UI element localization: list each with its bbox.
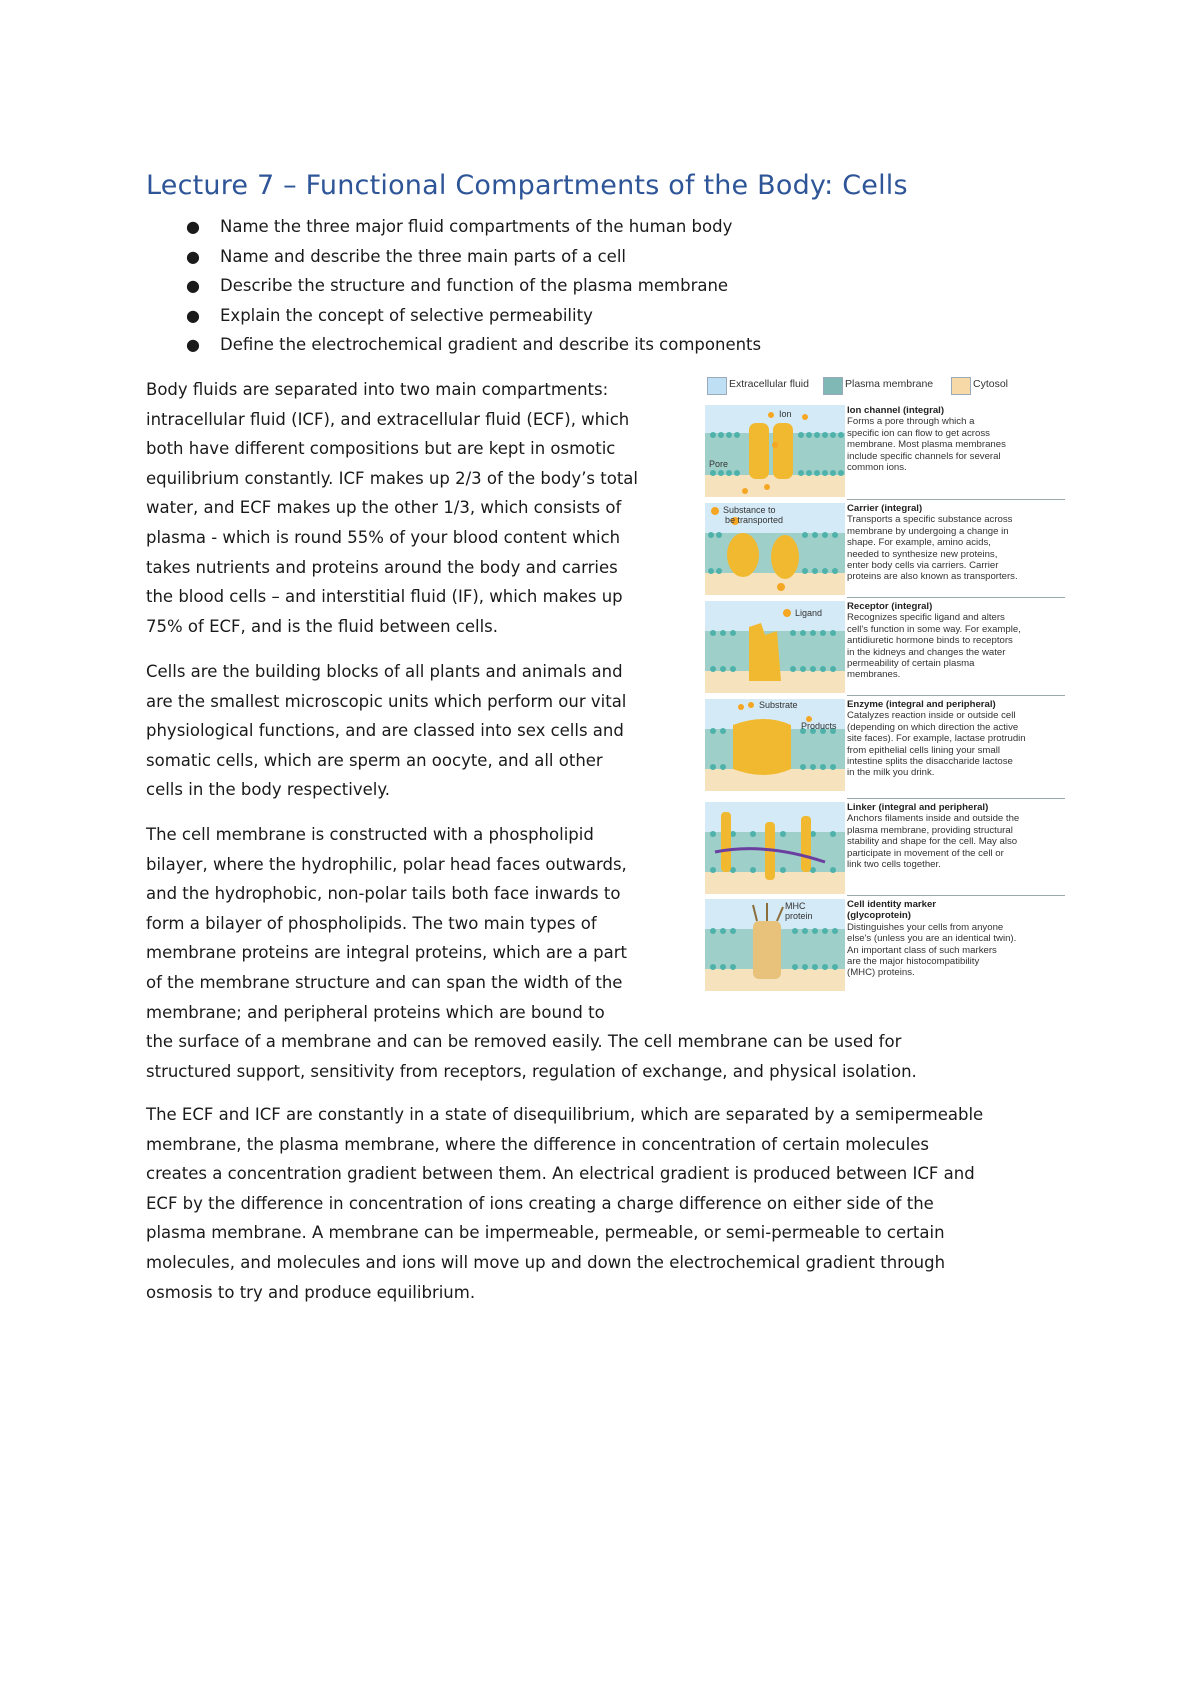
panel-description: Carrier (integral) Transports a specific substance across membrane by undergoing a change in shape. For example, amino acids, needed to synthesize new proteins, enter body cells via carriers. Carrier proteins are also known as transporters. [847, 503, 1018, 583]
paragraph-gradient: The ECF and ICF are constantly in a state of disequilibrium, which are separated by a semipermeable membrane, the plasma membrane, where the difference in concentration of certain molecules creates a concentration gradient between them. An electrical gradient is produced between ICF and ECF by the difference in concentration of ions creating a charge difference on either side of the plasma membrane. A membrane can be impermeable, permeable, or semi-permeable to certain molecules, and molecules and ions will move up and down the electrochemical gradient through osmosis to try and produce equilibrium. [146, 1105, 984, 1302]
panel-label: Products [801, 721, 837, 731]
panel-label: protein [785, 911, 813, 921]
panel-description: Cell identity marker (glycoprotein) Distinguishes your cells from anyone else's (unless you are an identical twin). An important class of such markers are the major histocompatibility (MHC) proteins. [847, 899, 1017, 979]
panel-description: Receptor (integral) Recognizes specific ligand and alters cell's function in some way. For example, antidiuretic hormone binds to receptors in the kidneys and changes the water permeability of certain plasma membranes. [847, 601, 1021, 681]
panel-description: Linker (integral and peripheral) Anchors filaments inside and outside the plasma membrane, providing structural stability and shape for the cell. May also participate in movement of the cell or link two cells together. [847, 802, 1020, 871]
figure-legend: Extracellular fluid Plasma membrane Cytosol [705, 375, 1065, 401]
list-item: ● Name and describe the three main parts of a cell [186, 242, 761, 272]
list-item: ● Describe the structure and function of the plasma membrane [186, 271, 761, 301]
panel-label: be transported [725, 515, 784, 525]
panel-description: Enzyme (integral and peripheral) Catalyzes reaction inside or outside cell (depending on which direction the active site faces). For example, lactase protrudin from epithelial cells lining your small intestine splits the disaccharide lactose in the milk you drink. [847, 699, 1026, 779]
panel-cell-identity-marker [705, 899, 1065, 991]
divider [847, 695, 1065, 696]
objectives-list [186, 212, 761, 360]
panel-enzyme [705, 699, 1065, 791]
bullet-icon: ● [186, 246, 200, 266]
receptor-illustration [705, 601, 845, 693]
paragraph-cell-membrane: The cell membrane is constructed with a phospholipid bilayer, where the hydrophilic, polar head faces outwards, and the hydrophobic, non-polar tails both face inwards to form a bilayer of phospholipids. The two main types of membrane proteins are integral proteins, which are a part of the membrane structure and can span the width of the membrane; and peripheral proteins which are bound to the surface of a membrane and can be removed easily. The cell membrane can be used for structured support, sensitivity from receptors, regulation of exchange, and physical isolation. [146, 825, 917, 1081]
bullet-icon: ● [186, 335, 200, 354]
panel-label: MHC [785, 901, 806, 911]
divider [847, 597, 1065, 598]
carrier-illustration [705, 503, 845, 595]
panel-linker [705, 802, 1065, 894]
paragraph-body-fluids: Body fluids are separated into two main compartments: intracellular fluid (ICF), and extracellular fluid (ECF), which both have different compositions but are kept in osmotic equilibrium constantly. ICF makes up 2/3 of the body’s total water, and ECF makes up the other 1/3, which consists of plasma - which is round 55% of your blood content which takes nutrients and proteins around the body and carries the blood cells – and interstitial fluid (IF), which makes up 75% of ECF, and is the fluid between cells. [146, 380, 639, 636]
bullet-icon: ● [186, 305, 200, 325]
panel-receptor [705, 601, 1065, 693]
panel-label: Pore [709, 459, 729, 469]
panel-label: Ion [779, 409, 792, 419]
panel-label: Substrate [759, 700, 798, 710]
page-title: Lecture 7 – Functional Compartments of the Body: Cells [146, 170, 908, 201]
membrane-proteins-figure [705, 375, 1065, 997]
panel-label: Ligand [795, 608, 823, 618]
legend-swatch [707, 377, 727, 395]
legend-swatch [823, 377, 843, 395]
enzyme-illustration [705, 699, 845, 791]
panel-label: Substance to [723, 505, 776, 515]
divider [847, 895, 1065, 896]
legend-swatch [951, 377, 971, 395]
panel-carrier [705, 503, 1065, 595]
ion-channel-illustration [705, 405, 845, 497]
cell-identity-marker-illustration [705, 899, 845, 991]
list-item: ● Define the electrochemical gradient and describe its components [186, 330, 761, 360]
bullet-icon: ● [186, 217, 200, 236]
list-item: ● Name the three major fluid compartments of the human body [186, 212, 761, 242]
linker-illustration [705, 802, 845, 894]
bullet-icon: ● [186, 276, 200, 295]
divider [847, 499, 1065, 500]
list-item: ● Explain the concept of selective permeability [186, 301, 761, 331]
paragraph-cells: Cells are the building blocks of all plants and animals and are the smallest microscopic units which perform our vital physiological functions, and are classed into sex cells and somatic cells, which are sperm an oocyte, and all other cells in the body respectively. [146, 662, 627, 800]
divider [847, 798, 1065, 799]
panel-ion-channel [705, 405, 1065, 497]
panel-description: Ion channel (integral) Forms a pore through which a specific ion can flow to get across membrane. Most plasma membranes include specific channels for several common ions. [847, 405, 1006, 474]
